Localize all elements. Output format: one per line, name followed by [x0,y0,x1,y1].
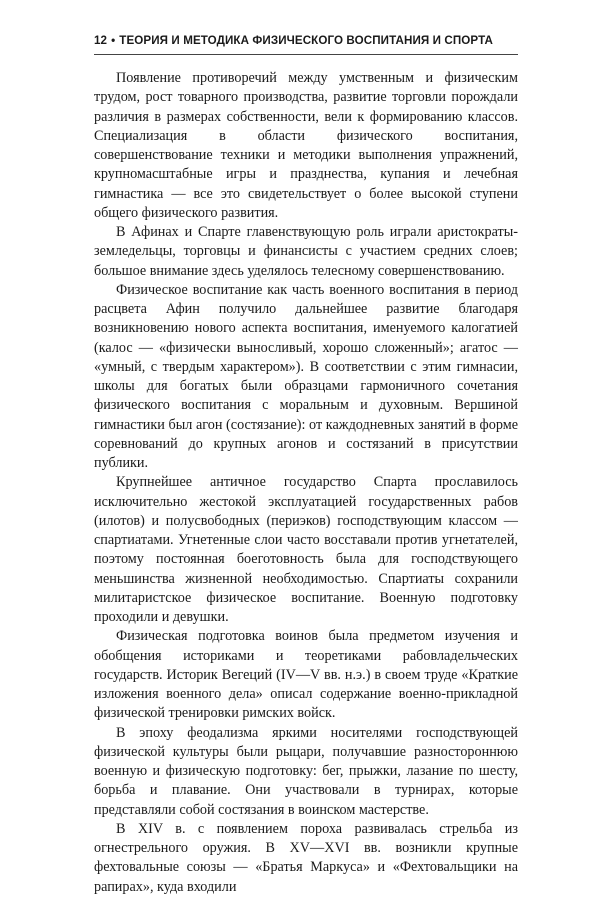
paragraph-3: Физическое воспитание как часть военного воспитания в период расцвета Афин получило дальнейшее развитие благодаря возникновению нового аспекта воспитания, именуемого калогатией (калос — «физически выносливый, хорошо сложенный»; агатос — «умный, с твердым характером»). В соответствии с этим гимнасии, школы для богатых были образцами гармоничного сочетания физического воспитания с моральным и духовным. Вершиной гимнастики был агон (состязание): от каждодневных занятий в форме соревнований до крупных агонов и состязаний в присутствии публики. [94,281,518,471]
paragraph-2: В Афинах и Спарте главенствующую роль играли аристократы-земледельцы, торговцы и финансисты с участием средних слоев; большое внимание здесь уделялось телесному совершенствованию. [94,224,518,279]
page-number: 12 [94,34,108,47]
paragraph-5: Физическая подготовка воинов была предметом изучения и обобщения историками и теоретиками рабовладельческих государств. Историк Вегеций (IV—V вв. н.э.) в своем труде «Краткие изложения военного дела» описал содержание военно-прикладной физической тренировки римских войск. [94,628,518,722]
paragraph-1: Появление противоречий между умственным и физическим трудом, рост товарного производства, развитие торговли порождали различия в размерах собственности, вели к формированию классов. Специализация в области физического воспитания, совершенствование техники и методики выполнения упражнений, крупномасштабные игры и празднества, купания и лечебная гимнастика — все это свидетельствует о более высокой ступени общего физического развития. [94,70,518,221]
paragraph-4: Крупнейшее античное государство Спарта прославилось исключительно жестокой эксплуатацией государственных рабов (илотов) и полусвободных (периэков) господствующим классом — спартиатами. Угнетенные слои часто восставали против угнетателей, поэтому постоянная боеготовность была для господствующего меньшинства жизненной необходимостью. Спартиаты сохранили милитаристское физическое воспитание. Военную подготовку проходили и девушки. [94,474,518,625]
header-rule [94,54,518,55]
paragraph-7: В XIV в. с появлением пороха развивалась стрельба из огнестрельного оружия. В XV—XVI вв. возникли крупные фехтовальные союзы — «Братья Маркуса» и «Фехтовальщики на рапирах», куда входили [94,820,518,895]
page-body [94,69,518,897]
paragraph-6: В эпоху феодализма яркими носителями господствующей физической культуры были рыцари, получавшие разностороннюю военную и физическую подготовку: бег, прыжки, лазание по шесту, борьба и плавание. Они участвовали в турнирах, которые представляли собой состязания в воинском мастерстве. [94,724,518,818]
header-separator: • [111,34,116,47]
running-header [94,34,516,47]
running-title: ТЕОРИЯ И МЕТОДИКА ФИЗИЧЕСКОГО ВОСПИТАНИЯ И СПОРТА [119,34,494,47]
